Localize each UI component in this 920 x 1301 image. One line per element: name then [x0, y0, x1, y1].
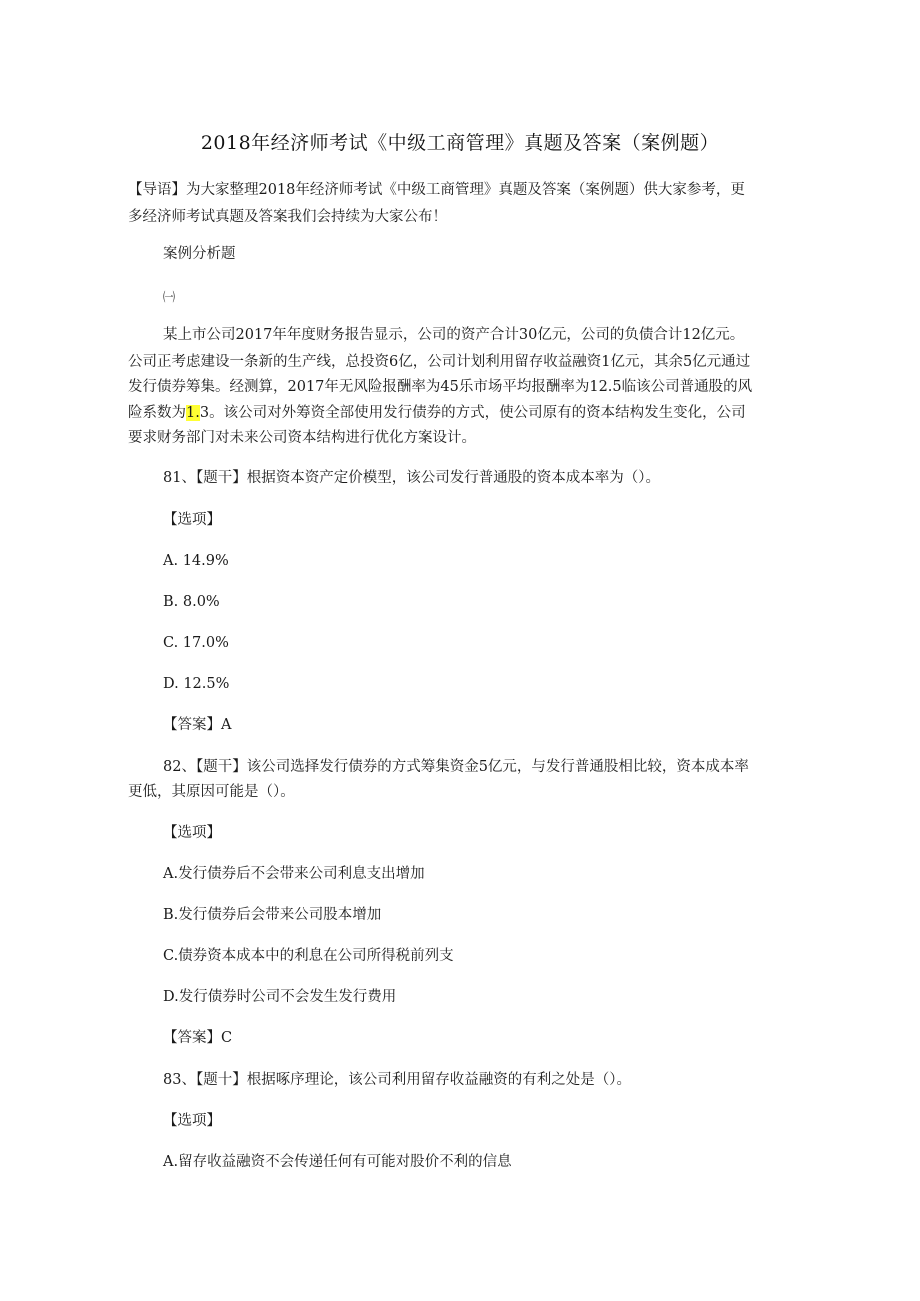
case-text-line-4-after: 3。该公司对外筹资全部使用发行债券的方式，使公司原有的资本结构发生变化，公司 — [199, 405, 746, 421]
q81-option-a: A. 14.9% — [163, 553, 229, 569]
document-title: 2018年经济师考试《中级工商管理》真题及答案（案例题） — [200, 132, 720, 154]
q81-options-label: 【选项】 — [163, 512, 221, 528]
case-text-line-5: 要求财务部门对未来公司资本结构进行优化方案设计。 — [128, 430, 476, 446]
q81-stem: 81、【题干】根据资本资产定价模型，该公司发行普通股的资本成本率为（）。 — [163, 470, 660, 486]
intro-line-1: 【导语】为大家整理2018年经济师考试《中级工商管理》真题及答案（案例题）供大家参考，更 — [128, 182, 745, 198]
q83-option-a: A.留存收益融资不会传递任何有可能对股价不利的信息 — [163, 1154, 512, 1170]
case-text-line-2: 公司正考虑建设一条新的生产线，总投资6亿，公司计划利用留存收益融资1亿元，其余5亿元通过 — [128, 354, 751, 370]
case-text-line-4 — [128, 400, 746, 427]
highlighted-text: 1. — [186, 405, 200, 421]
case-text-line-1: 某上市公司2017年年度财务报告显示，公司的资产合计30亿元，公司的负债合计12亿元。 — [163, 327, 745, 343]
case-text-line-3: 发行债券筹集。经测算，2017年无风险报酬率为45乐市场平均报酬率为12.5临该公司普通股的风 — [128, 379, 753, 395]
q81-option-c: C. 17.0% — [163, 635, 229, 651]
case-number: ㈠ — [163, 290, 176, 304]
q81-answer: 【答案】A — [163, 717, 232, 733]
q82-option-a: A.发行债券后不会带来公司利息支出增加 — [163, 866, 425, 882]
q82-option-b: B.发行债券后会带来公司股本增加 — [163, 907, 382, 923]
q81-option-d: D. 12.5% — [163, 676, 230, 692]
q82-option-c: C.债券资本成本中的利息在公司所得税前列支 — [163, 948, 454, 964]
q83-options-label: 【选项】 — [163, 1113, 221, 1129]
q82-answer: 【答案】C — [163, 1030, 233, 1046]
q83-stem: 83、【题十】根据啄序理论，该公司利用留存收益融资的有利之处是（）。 — [163, 1072, 631, 1088]
q81-option-b: B. 8.0% — [163, 594, 220, 610]
q82-option-d: D.发行债券时公司不会发生发行费用 — [163, 989, 397, 1005]
section-heading: 案例分析题 — [163, 246, 236, 262]
q82-stem-line-2: 更低，其原因可能是（）。 — [128, 784, 295, 800]
q82-options-label: 【选项】 — [163, 825, 221, 841]
q82-stem-line-1: 82、【题干】该公司选择发行债券的方式筹集资金5亿元，与发行普通股相比较，资本成本率 — [163, 759, 749, 775]
case-text-line-4-before: 险系数为 — [128, 405, 186, 421]
intro-line-2: 多经济师考试真题及答案我们会持续为大家公布！ — [128, 209, 447, 225]
